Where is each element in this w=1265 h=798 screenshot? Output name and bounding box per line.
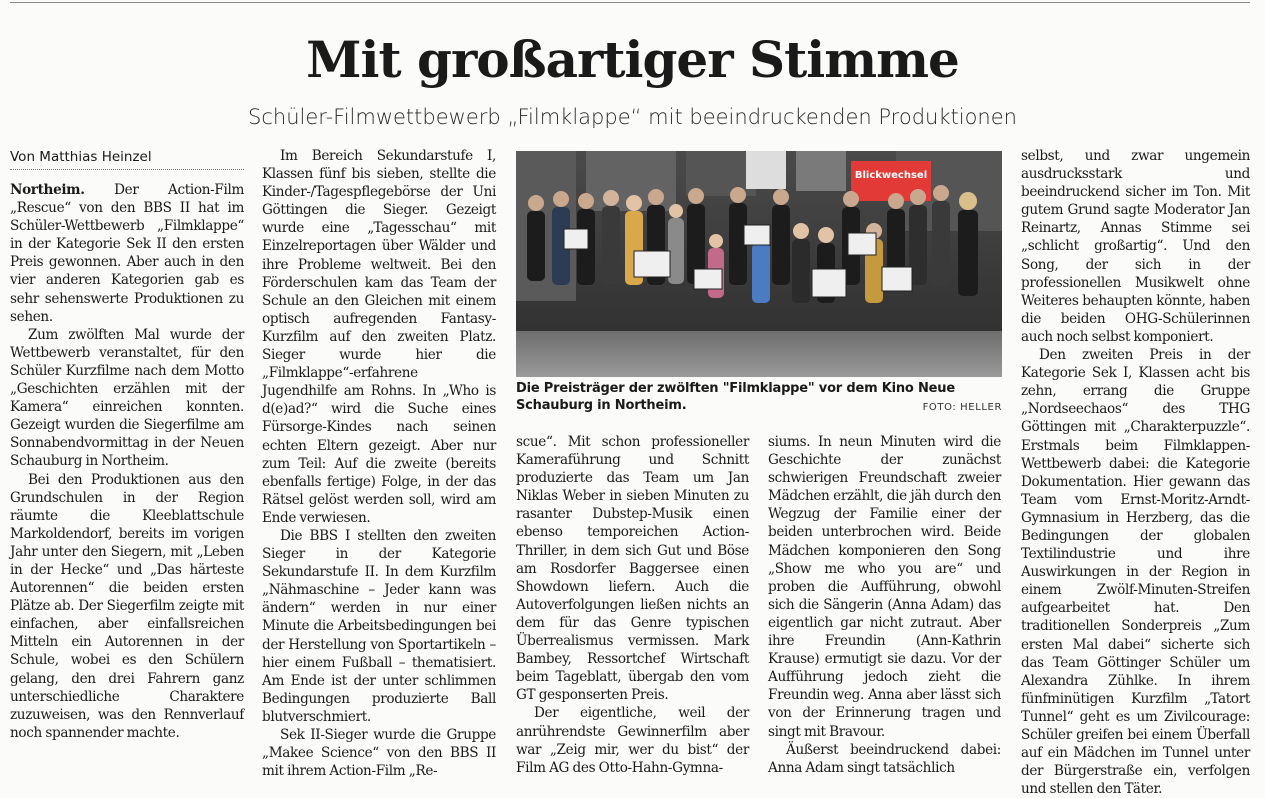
paragraph: Im Bereich Sekundarstufe I, Klassen fünf bis sieben, stellte die Kinder-/Tagespflegebörse der Uni Göttingen die Sieger. Gezeigt wurde eine „Tagesschau“ mit Einzelreportagen über Wälder und ihre Probleme weltweit. Bei den Förderschulen kam das Team der Schule an den Gleichen mit einem optisch aufregenden Fantasy-Kurzfilm auf den zweiten Platz. Sieger wurde hier die „Filmklappe“-erfahrene Jugendhilfe am Rohns. In „Who is d(e)ad?“ wird die Suche eines Fürsorge-Kindes nach seinen echten Eltern gezeigt. Aber nur zum Teil: Auf die zweite (bereits ebenfalls fertige) Folge, in der das Rätsel gelöst werden soll, wird am Ende verwiesen. [262, 148, 496, 526]
article-column-2 [262, 147, 496, 780]
article-photo [516, 151, 1002, 377]
article-column-3 [516, 433, 749, 776]
certificate-icon [848, 233, 876, 255]
paragraph: siums. In neun Minuten wird die Geschichte der zunächst schwierigen Freundschaft zweier Mädchen erzählt, die jäh durch den Wegzug der Familie einer der beiden unterbrochen wird. Beide Mädchen komponieren den Song „Show me who you are“ und proben die Aufführung, obwohl sich die Sängerin (Anna Adam) das eigentlich gar nicht zutraut. Aber ihre Freundin (Ann-Kathrin Krause) ermutigt sie dazu. Vor der Aufführung jedoch zieht die Freundin weg. Anna aber lässt sich von der Erinnerung tragen und singt mit Bravour. [768, 434, 1001, 740]
certificate-icon [564, 229, 588, 249]
paragraph: Den zweiten Preis in der Kategorie Sek I, Klassen acht bis zehn, errang die Gruppe „Nordseechaos“ des THG Göttingen mit „Charakterpuzzle“. Erstmals beim Filmklappen-Wettbewerb dabei: die Kategorie Dokumentation. Hier gewann das Team vom Ernst-Moritz-Arndt-Gymnasium in Herzberg, das die Bedingungen der globalen Textilindustrie und ihre Auswirkungen in der Region in einem Zwölf-Minuten-Streifen aufgearbeitet hat. Den traditionellen Sonderpreis „Zum ersten Mal dabei“ sicherte sich das Team Göttinger Schüler um Alexandra Zühlke. In ihrem fünfminütigen Kurzfilm „Tatort Tunnel“ geht es um Zivilcourage: Schüler greifen bei einem Überfall auf ein Mädchen im Tunnel unter der Bürgerstraße ein, verfolgen und stellen den Täter. [1021, 347, 1250, 798]
person [792, 223, 810, 303]
certificate-icon [812, 269, 846, 297]
certificate-icon [694, 269, 722, 289]
byline: Von Matthias Heinzel [10, 147, 244, 170]
paragraph: Die BBS I stellten den zweiten Sieger in der Kategorie Sekundarstufe II. In dem Kurzfilm „Nähmaschine – Jeder kann was ändern“ werden in nur einer Minute die Arbeitsbedingungen bei der Herstellung von Sportartikeln – hier einem Fußball – thematisiert. Am Ende ist der unter schlimmen Bedingungen produzierte Ball blutverschmiert. [262, 527, 496, 725]
photo-credit: FOTO: HELLER [922, 402, 1002, 413]
article-column-5 [1021, 147, 1250, 798]
photo-caption: Die Preisträger der zwölften "Filmklappe" vor dem Kino Neue Schauburg in Northeim. [516, 381, 955, 413]
dateline: Northeim. [10, 182, 85, 198]
group-photo-illustration [516, 151, 1002, 377]
subheadline: Schüler-Filmwettbewerb „Filmklappe“ mit beeindruckenden Produktionen [248, 105, 1017, 129]
paragraph: Zum zwölften Mal wurde der Wettbewerb veranstaltet, für den Schüler Kurzfilme nach dem Motto „Geschichten erzählen mit der Kamera“ einreichen konnten. Gezeigt wurden die Siegerfilme am Sonnabendvormittag in der Neuen Schauburg in Northeim. [10, 326, 244, 470]
person [527, 195, 545, 281]
cinema-sign-text: Blickwechsel [854, 170, 928, 181]
article-column-1 [10, 181, 244, 773]
article-column-4 [768, 433, 1001, 776]
certificate-icon [882, 267, 912, 291]
paragraph: Äußerst beeindruckend dabei: Anna Adam singt tatsächlich [768, 741, 1001, 776]
paragraph [10, 181, 244, 326]
paragraph: selbst, und zwar ungemein ausdrucksstark und beeindruckend sicher im Ton. Mit gutem Grund sagte Moderator Jan Reinartz, Annas Stimme sei „schlicht großartig“. Und den Song, der sich in der professionellen Musikwelt ohne Weiteres behaupten könnte, haben die beiden OHG-Schülerinnen auch noch selbst komponiert. [1021, 148, 1250, 345]
certificate-icon [634, 251, 670, 277]
poster-icon [746, 151, 786, 189]
headline: Mit großartiger Stimme [306, 30, 959, 89]
paragraph-text: Der Action-Film „Rescue“ von den BBS II hat im Schüler-Wettbewerb „Filmklappe“ in der Kategorie Sek II den ersten Preis gewonnen. Aber auch in den vier anderen Kategorien gab es sehr sehenswerte Produktionen zu sehen. [10, 182, 244, 325]
paragraph: Sek II-Sieger wurde die Gruppe „Makee Science“ von den BBS II mit ihrem Action-Film „Re- [262, 727, 496, 780]
top-rule [10, 2, 1250, 3]
paragraph: scue“. Mit schon professioneller Kameraführung und Schnitt produzierte das Team um Jan Niklas Weber in sieben Minuten zu rasanter Dubstep-Musik einen ebenso temporeichen Action-Thriller, in dem sich Gut und Böse am Rosdorfer Baggersee einen Showdown liefern. Auch die Autoverfolgungen ließen nichts an dem für das Genre typischen Überrealismus vermissen. Mark Bambey, Ressortchef Wirtschaft beim Tageblatt, übergab den vom GT gesponserten Preis. [516, 434, 749, 704]
certificate-icon [744, 225, 770, 245]
paragraph: Bei den Produktionen aus den Grundschulen in der Region räumte die Kleeblattschule Markoldendorf, bereits im vorigen Jahr unter den Siegern, mit „Leben in der Hecke“ und „Das härteste Autorennen“ die beiden ersten Plätze ab. Der Siegerfilm zeigte mit einfachen, aber einfallsreichen Mitteln ein Autorennen in der Schule, wobei es den Schülern gelang, den drei Fahrern ganz unterschiedliche Charaktere zuzuweisen, was den Rennverlauf noch spannender machte. [10, 471, 244, 741]
paragraph: Der eigentliche, weil der anrührendste Gewinnerfilm aber war „Zeig mir, wer du bist“ der Film AG des Otto-Hahn-Gymna- [516, 705, 749, 776]
